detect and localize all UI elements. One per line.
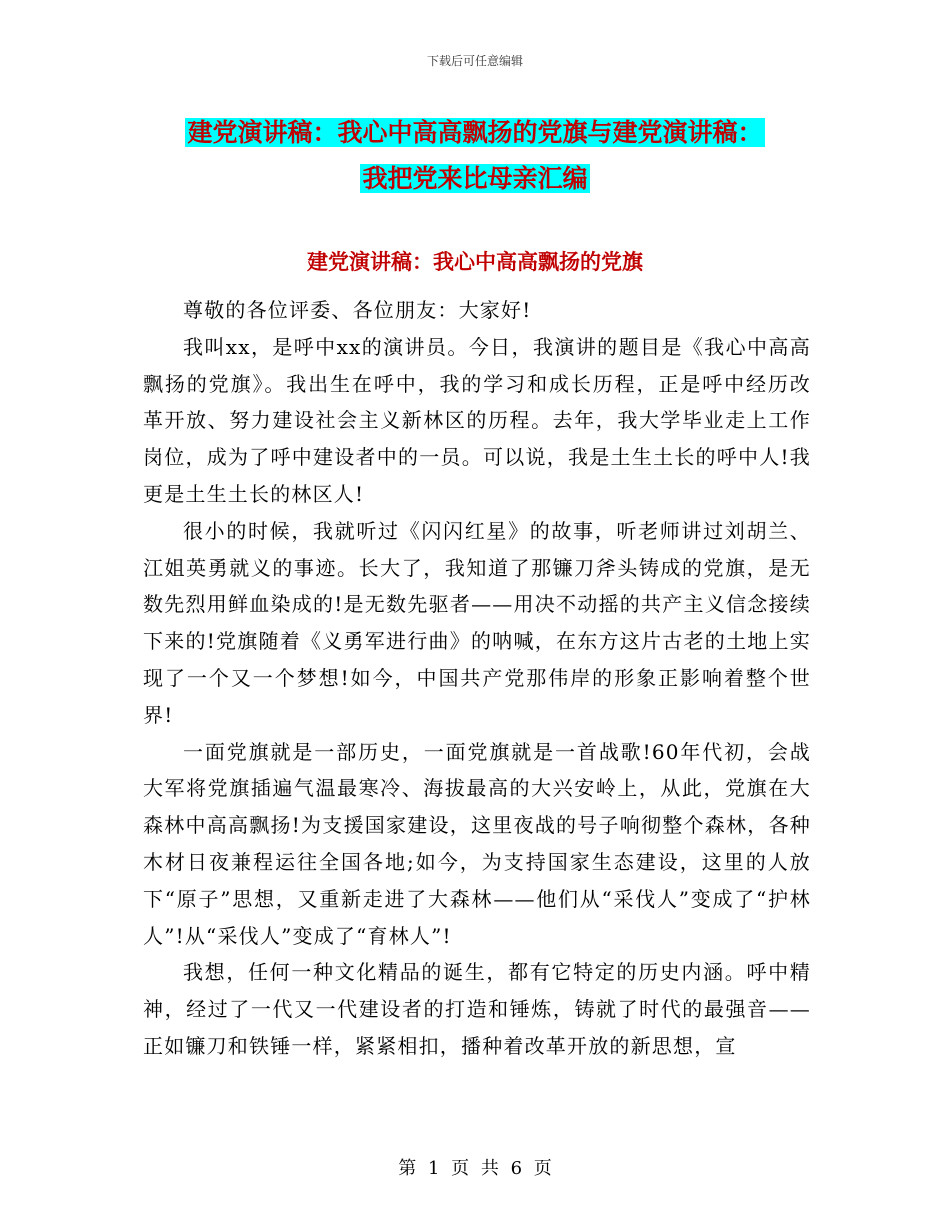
paragraph: 一面党旗就是一部历史，一面党旗就是一首战歌!60年代初，会战大军将党旗插遍气温最寒冷、海拔最高的大兴安岭上，从此，党旗在大森林中高高飘扬!为支援国家建设，这里夜战的号子响彻整个森林，各种木材日夜兼程运往全国各地;如今，为支持国家生态建设，这里的人放下“原子”思想，又重新走进了大森林——他们从“采伐人”变成了“护林人”!从“采伐人”变成了“育林人”! bbox=[143, 739, 811, 948]
paragraph: 很小的时候，我就听过《闪闪红星》的故事，听老师讲过刘胡兰、江姐英勇就义的事迹。长大了，我知道了那镰刀斧头铸成的党旗，是无数先烈用鲜血染成的!是无数先驱者——用决不动摇的共产主义信念接续下来的!党旗随着《义勇军进行曲》的呐喊，在东方这片古老的土地上实现了一个又一个梦想!如今，中国共产党那伟岸的形象正影响着整个世界! bbox=[143, 518, 811, 727]
page-footer: 第 1 页 共 6 页 bbox=[398, 1158, 552, 1179]
section-title: 建党演讲稿：我心中高高飘扬的党旗 bbox=[307, 250, 643, 274]
paragraph: 我想，任何一种文化精品的诞生，都有它特定的历史内涵。呼中精神，经过了一代又一代建设者的打造和锤炼，铸就了时代的最强音——正如镰刀和铁锤一样，紧紧相扣，播种着改革开放的新思想，宣 bbox=[143, 960, 811, 1058]
body-text bbox=[143, 292, 811, 1065]
document-title-line-1: 建党演讲稿：我心中高高飘扬的党旗与建党演讲稿： bbox=[187, 118, 763, 147]
paragraph-greeting: 尊敬的各位评委、各位朋友：大家好! bbox=[183, 298, 532, 322]
document-title-line-2: 我把党来比母亲汇编 bbox=[362, 164, 588, 193]
paragraph: 我叫xx，是呼中xx的演讲员。今日，我演讲的题目是《我心中高高飘扬的党旗》。我出生在呼中，我的学习和成长历程，正是呼中经历改革开放、努力建设社会主义新林区的历程。去年，我大学毕业走上工作岗位，成为了呼中建设者中的一员。可以说，我是土生土长的呼中人!我更是土生土长的林区人! bbox=[143, 334, 811, 506]
header-note: 下载后可任意编辑 bbox=[426, 54, 523, 68]
document-title bbox=[150, 110, 800, 202]
